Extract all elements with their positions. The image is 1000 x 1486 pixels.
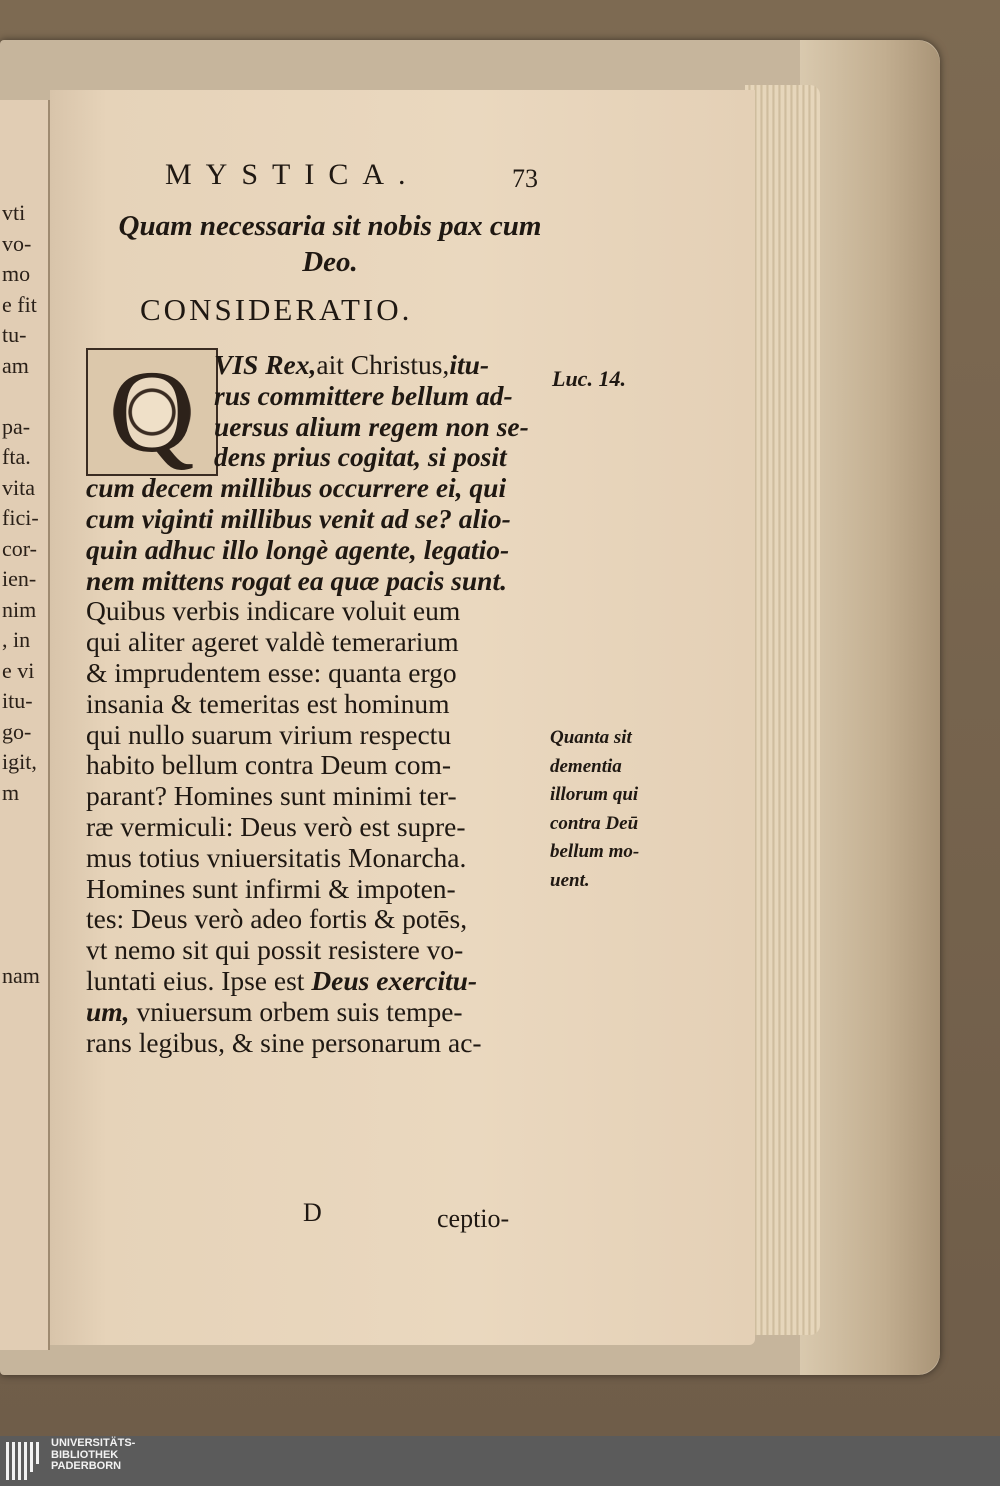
body-text-segment: vt nemo sit qui possit resistere vo- — [86, 934, 464, 966]
body-line — [86, 535, 546, 566]
body-text — [86, 346, 546, 1058]
body-line — [86, 843, 546, 874]
body-line — [86, 473, 546, 504]
body-text-segment: cum decem millibus occurrere ei, qui — [86, 472, 507, 504]
body-line — [86, 627, 546, 658]
body-text-segment: & imprudentem esse: quanta ergo — [86, 656, 457, 688]
body-line — [86, 781, 546, 812]
body-line — [86, 997, 546, 1028]
library-name-line: UNIVERSITÄTS- — [51, 1437, 136, 1449]
running-head: MYSTICA. — [165, 158, 420, 191]
margin-note-line: contra Deū — [550, 812, 639, 834]
body-line — [86, 442, 546, 473]
library-name-line: BIBLIOTHEK — [51, 1448, 119, 1461]
body-line — [86, 504, 546, 535]
body-text-segment: ræ vermiculi: Deus verò est supre- — [86, 810, 466, 842]
body-text-segment: Homines sunt infirmi & impoten- — [86, 872, 456, 904]
body-line — [86, 412, 546, 443]
body-text-segment: nem mittens rogat ea quæ pacis sunt. — [86, 564, 507, 596]
body-line — [86, 658, 546, 689]
body-line — [86, 935, 546, 966]
footer-bar — [0, 1436, 1000, 1486]
body-line — [86, 966, 546, 997]
body-text-segment: cum viginti millibus venit ad se? alio- — [86, 502, 511, 534]
body-text-segment: ait Christus, — [316, 349, 450, 380]
body-text-segment: rus committere bellum ad- — [214, 379, 513, 411]
body-text-segment: tes: Deus verò adeo fortis & potēs, — [86, 903, 468, 935]
library-logo-icon — [6, 1442, 46, 1480]
left-page-text-fragments: vti vo- mo e fit tu- am pa- fta. vita fici- cor- ien- nim , in e vi itu- go- igit, m nam — [2, 200, 40, 988]
margin-note-line: dementia — [550, 755, 622, 777]
body-text-segment: habito bellum contra Deum com- — [86, 749, 452, 781]
body-text-segment: uersus alium regem non se- — [214, 410, 529, 442]
margin-note-gloss — [550, 724, 690, 895]
page-edges — [745, 85, 820, 1335]
body-text-segment: insania & temeritas est hominum — [86, 687, 450, 719]
body-text-segment: parant? Homines sunt minimi ter- — [86, 780, 457, 812]
body-text-segment: vniuersum orbem suis tempe- — [129, 995, 463, 1027]
body-text-segment: dens prius cogitat, si posit — [214, 441, 507, 473]
body-line — [86, 812, 546, 843]
page-number: 73 — [512, 164, 538, 193]
margin-note-line: illorum qui — [550, 784, 639, 805]
body-text-segment: Quibus verbis indicare voluit eum — [86, 595, 461, 627]
body-text-segment: itu- — [449, 349, 490, 380]
body-line — [86, 566, 546, 597]
margin-note-reference: Luc. 14. — [552, 366, 626, 391]
body-line — [86, 596, 546, 627]
body-line — [86, 350, 546, 381]
body-line — [86, 381, 546, 412]
body-line — [86, 874, 546, 905]
body-text-segment: rans legibus, & sine personarum ac- — [86, 1026, 482, 1058]
body-line — [86, 904, 546, 935]
book-cover-edge — [800, 40, 940, 1375]
signature-mark: D — [303, 1198, 322, 1227]
body-text-segment: VIS Rex, — [214, 349, 317, 380]
body-text-segment: mus totius vniuersitatis Monarcha. — [86, 841, 467, 873]
body-text-segment: luntati eius. Ipse est — [86, 964, 312, 996]
body-text-segment: qui aliter ageret valdè temerarium — [86, 626, 459, 658]
body-text-segment: um, — [86, 995, 130, 1027]
margin-note-line: bellum mo- — [550, 841, 640, 862]
margin-note-line: Quanta sit — [550, 727, 632, 748]
body-line — [86, 689, 546, 720]
body-text-segment: Deus exercitu- — [311, 964, 478, 996]
chapter-title-line: Quam necessaria sit nobis pax cum — [118, 210, 542, 242]
margin-note-line: uent. — [550, 869, 590, 891]
body-text-segment: qui nullo suarum virium respectu — [86, 718, 452, 750]
body-line — [86, 720, 546, 751]
section-heading: CONSIDERATIO. — [140, 292, 413, 327]
library-name — [51, 1438, 135, 1473]
body-line — [86, 1028, 546, 1059]
chapter-title-line: Deo. — [302, 246, 358, 278]
initial-letter: Q — [109, 346, 195, 477]
left-page — [0, 100, 50, 1350]
body-line — [86, 750, 546, 781]
catchword: ceptio- — [437, 1204, 510, 1233]
library-name-line: PADERBORN — [51, 1460, 122, 1472]
body-text-segment: quin adhuc illo longè agente, legatio- — [86, 533, 510, 565]
chapter-title — [110, 208, 550, 280]
